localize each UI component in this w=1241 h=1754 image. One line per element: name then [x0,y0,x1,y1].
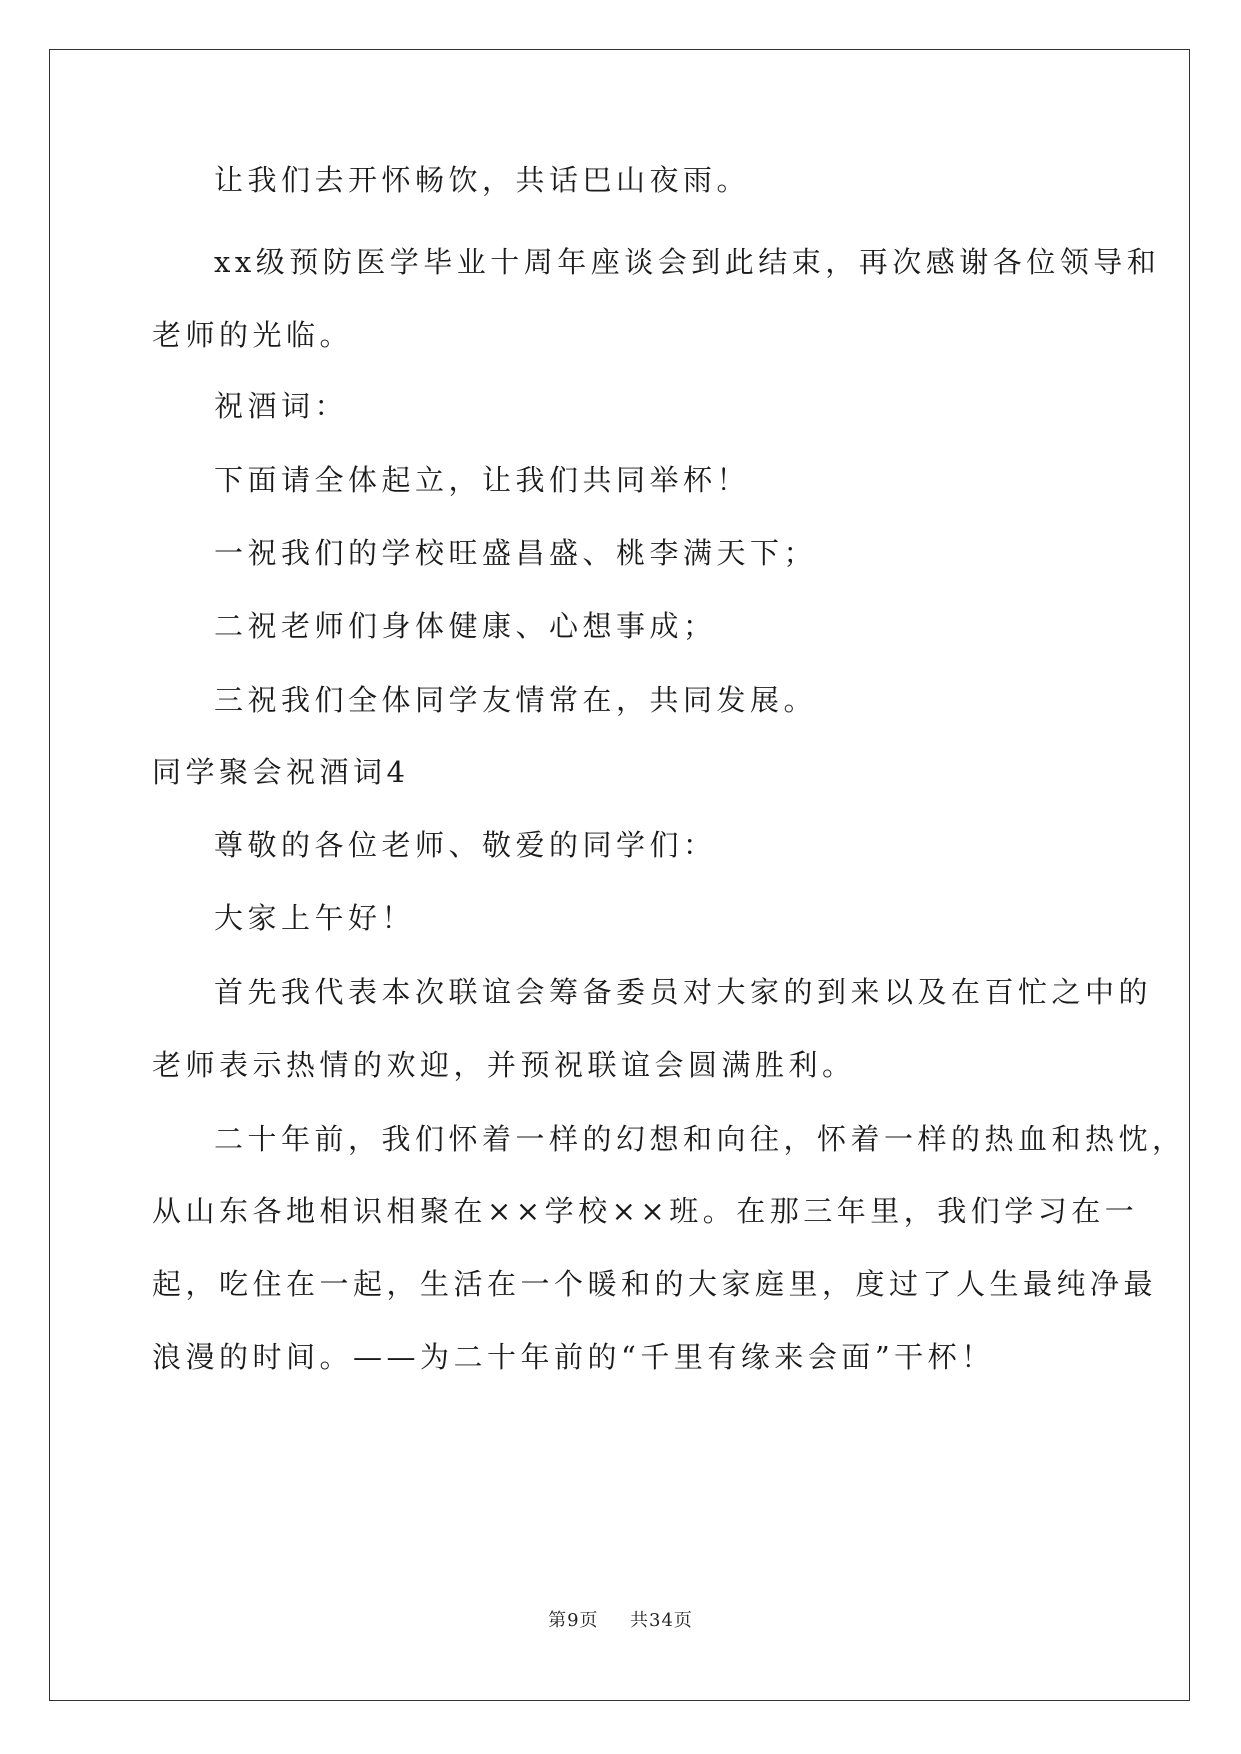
paragraph-line: 二祝老师们身体健康、心想事成； [214,609,717,643]
page-footer [0,1606,1241,1632]
paragraph-line: 祝酒词： [214,389,349,423]
paragraph-line: 老师表示热情的欢迎，并预祝联谊会圆满胜利。 [152,1048,856,1082]
paragraph-line: 从山东各地相识相聚在××学校××班。在那三年里，我们学习在一 [152,1194,1139,1228]
paragraph-line: 下面请全体起立，让我们共同举杯！ [214,463,751,497]
section-heading: 同学聚会祝酒词4 [152,755,410,789]
paragraph-line: 三祝我们全体同学友情常在，共同发展。 [214,683,818,717]
paragraph-line: 一祝我们的学校旺盛昌盛、桃李满天下； [214,536,818,570]
paragraph-line: 尊敬的各位老师、敬爱的同学们： [214,828,717,862]
page-number: 第9页 [548,1610,599,1631]
paragraph-line: 老师的光临。 [152,318,354,352]
paragraph-line: 首先我代表本次联谊会筹备委员对大家的到来以及在百忙之中的 [214,975,1153,1009]
paragraph-line: 二十年前，我们怀着一样的幻想和向往，怀着一样的热血和热忱， [214,1122,1186,1156]
paragraph-line: 大家上午好！ [214,901,416,935]
paragraph-line: 起，吃住在一起，生活在一个暖和的大家庭里，度过了人生最纯净最 [152,1267,1158,1301]
paragraph-line: xx级预防医学毕业十周年座谈会到此结束，再次感谢各位领导和 [214,245,1161,279]
page-total: 共34页 [630,1610,693,1631]
paragraph-line: 浪漫的时间。——为二十年前的“千里有缘来会面”干杯！ [152,1340,995,1374]
paragraph-line: 让我们去开怀畅饮，共话巴山夜雨。 [214,163,751,197]
page-border [49,49,1190,1701]
